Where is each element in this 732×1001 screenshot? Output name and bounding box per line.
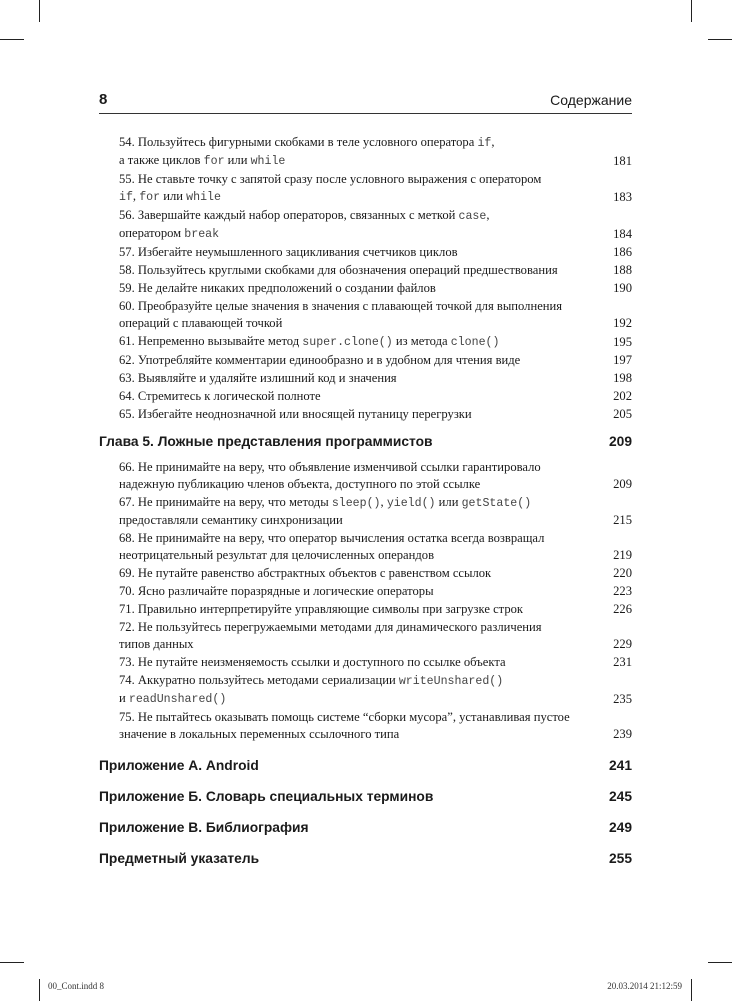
entry-text: 54. Пользуйтесь фигурными скобками в теле условного оператора — [119, 135, 478, 149]
toc-entry-title — [99, 388, 632, 405]
toc-entry — [99, 370, 632, 387]
toc-entry — [99, 672, 632, 708]
entry-text: 60. Преобразуйте целые значения в значения с плавающей точкой для выполнения — [119, 299, 563, 313]
entry-text: 75. Не пытайтесь оказывать помощь системе “сборки мусора”, устанавливая пустое — [119, 710, 570, 724]
code-term: yield() — [386, 497, 436, 510]
toc-entry — [99, 619, 632, 653]
code-term: writeUnshared() — [398, 675, 504, 688]
toc-entry-title — [99, 262, 632, 279]
crop-mark — [0, 39, 24, 40]
toc-entry-page: 215 — [613, 513, 632, 527]
toc-entry-page: 229 — [613, 637, 632, 651]
toc-entry-title — [99, 583, 632, 600]
appendix-page: 241 — [608, 758, 632, 773]
toc-section-list — [99, 134, 632, 423]
entry-text: 57. Избегайте неумышленного зацикливания счетчиков циклов — [119, 245, 458, 259]
appendix-b-heading — [99, 788, 632, 806]
entry-text: 66. Не принимайте на веру, что объявление изменчивой ссылки гарантировало — [119, 460, 541, 474]
entry-text: из метода — [392, 334, 451, 348]
index-title: Предметный указатель — [99, 851, 260, 866]
toc-entry — [99, 333, 632, 351]
crop-mark — [39, 979, 40, 1001]
toc-entry-page: 202 — [613, 389, 632, 403]
toc-entry-page: 231 — [613, 655, 632, 669]
toc-entry-title — [99, 333, 632, 351]
entry-text: 63. Выявляйте и удаляйте излишний код и значения — [119, 371, 397, 385]
entry-text: 69. Не путайте равенство абстрактных объектов с равенством ссылок — [119, 566, 492, 580]
appendix-page: 245 — [608, 789, 632, 804]
toc-entry-title — [99, 530, 632, 564]
appendix-a-heading — [99, 757, 632, 775]
appendix-title: Приложение Б. Словарь специальных терминов — [99, 789, 434, 804]
toc-entry-page: 192 — [613, 316, 632, 330]
toc-entry-title — [99, 494, 632, 529]
toc-entry — [99, 352, 632, 369]
entry-text: 56. Завершайте каждый набор операторов, связанных с меткой — [119, 208, 459, 222]
crop-mark — [691, 979, 692, 1001]
slug-file: 00_Cont.indd 8 — [48, 981, 105, 991]
code-term: super.clone() — [302, 336, 393, 349]
toc-entry-title — [99, 654, 632, 671]
code-term: while — [186, 191, 221, 204]
toc-entry-page: 220 — [613, 566, 632, 580]
toc-entry — [99, 207, 632, 243]
appendix-title: Приложение А. Android — [99, 758, 259, 773]
entry-text: 59. Не делайте никаких предположений о создании файлов — [119, 281, 436, 295]
entry-text: значение в локальных переменных ссылочного типа — [119, 727, 400, 741]
toc-entry — [99, 244, 632, 261]
index-page: 255 — [608, 851, 632, 866]
toc-entry-title — [99, 565, 632, 582]
entry-text: , — [491, 135, 495, 149]
entry-text: 64. Стремитесь к логической полноте — [119, 389, 321, 403]
entry-text: , — [132, 189, 140, 203]
appendix-title: Приложение В. Библиография — [99, 820, 309, 835]
toc-entry-title — [99, 672, 632, 708]
toc-entry — [99, 459, 632, 493]
toc-section-list — [99, 459, 632, 743]
code-term: break — [184, 228, 220, 241]
toc-entry — [99, 583, 632, 600]
toc-entry-title — [99, 406, 632, 423]
entry-text: неотрицательный результат для целочисленных операндов — [119, 548, 435, 562]
toc-entry — [99, 709, 632, 743]
toc-entry-title — [99, 709, 632, 743]
crop-mark — [0, 962, 24, 963]
entry-text: и — [119, 691, 129, 705]
toc-entry — [99, 601, 632, 618]
entry-text: 67. Не принимайте на веру, что методы — [119, 495, 332, 509]
toc-entry-title — [99, 280, 632, 297]
toc-entry-title — [99, 298, 632, 332]
toc-entry-page: 226 — [613, 602, 632, 616]
code-term: readUnshared() — [128, 693, 227, 706]
entry-text: 65. Избегайте неоднозначной или вносящей путаницу перегрузки — [119, 407, 472, 421]
toc-entry-page: 190 — [613, 281, 632, 295]
code-term: if — [119, 191, 133, 204]
index-heading — [99, 850, 632, 868]
toc-entry-page: 188 — [613, 263, 632, 277]
code-term: clone() — [450, 336, 500, 349]
toc-entry-title — [99, 619, 632, 653]
toc-entry-page: 223 — [613, 584, 632, 598]
entry-text: операций с плавающей точкой — [119, 316, 283, 330]
running-header — [99, 91, 632, 114]
entry-text: , — [380, 495, 387, 509]
code-term: sleep() — [331, 497, 381, 510]
entry-text: 55. Не ставьте точку с запятой сразу после условного выражения с оператором — [119, 172, 542, 186]
toc-entry-page: 209 — [613, 477, 632, 491]
toc-entry — [99, 388, 632, 405]
toc-entry-title — [99, 244, 632, 261]
entry-text: а также циклов — [119, 153, 204, 167]
code-term: while — [250, 155, 286, 168]
toc-entry — [99, 280, 632, 297]
toc-entry-title — [99, 134, 632, 170]
toc-entry-title — [99, 370, 632, 387]
running-header-title: Содержание — [550, 92, 632, 108]
entry-text: или — [224, 153, 251, 167]
toc-entry-page: 198 — [613, 371, 632, 385]
toc-entry-title — [99, 601, 632, 618]
entry-text: , — [486, 208, 490, 222]
toc-entry-page: 195 — [613, 335, 632, 349]
entry-text: 71. Правильно интерпретируйте управляющие символы при загрузке строк — [119, 602, 524, 616]
entry-text: надежную публикацию членов объекта, доступного по этой ссылке — [119, 477, 481, 491]
toc-entry — [99, 406, 632, 423]
entry-text: 58. Пользуйтесь круглыми скобками для обозначения операций предшествования — [119, 263, 558, 277]
crop-mark — [708, 962, 732, 963]
entry-text: 72. Не пользуйтесь перегружаемыми методами для динамического различения — [119, 620, 542, 634]
toc-entry-page: 186 — [613, 245, 632, 259]
entry-text: оператором — [119, 226, 185, 240]
table-of-contents — [99, 134, 632, 868]
chapter-title: Глава 5. Ложные представления программистов — [99, 434, 433, 449]
entry-text: или — [160, 189, 187, 203]
toc-entry-page: 181 — [613, 154, 632, 168]
toc-entry-page: 219 — [613, 548, 632, 562]
toc-entry — [99, 171, 632, 206]
chapter-heading — [99, 433, 632, 451]
toc-entry-page: 235 — [613, 692, 632, 706]
entry-text: 73. Не путайте неизменяемость ссылки и доступного по ссылке объекта — [119, 655, 506, 669]
code-term: if — [477, 137, 492, 150]
entry-text: 68. Не принимайте на веру, что оператор вычисления остатка всегда возвращал — [119, 531, 545, 545]
entry-text: типов данных — [119, 637, 194, 651]
toc-entry-title — [99, 459, 632, 493]
entry-text: предоставляли семантику синхронизации — [119, 513, 343, 527]
slug-datetime: 20.03.2014 21:12:59 — [607, 981, 682, 991]
crop-mark — [39, 0, 40, 22]
toc-entry-page: 239 — [613, 727, 632, 741]
entry-text: или — [435, 495, 462, 509]
toc-entry-page: 184 — [613, 227, 632, 241]
appendix-c-heading — [99, 819, 632, 837]
code-term: case — [458, 210, 487, 223]
appendix-page: 249 — [608, 820, 632, 835]
entry-text: 61. Непременно вызывайте метод — [119, 334, 303, 348]
toc-entry — [99, 262, 632, 279]
toc-entry — [99, 494, 632, 529]
entry-text: 74. Аккуратно пользуйтесь методами сериализации — [119, 673, 399, 687]
code-term: for — [139, 191, 161, 204]
toc-entry-title — [99, 171, 632, 206]
toc-entry — [99, 565, 632, 582]
crop-mark — [708, 39, 732, 40]
crop-mark — [691, 0, 692, 22]
toc-entry-title — [99, 352, 632, 369]
toc-entry — [99, 298, 632, 332]
code-term: getState() — [461, 497, 532, 510]
toc-entry — [99, 654, 632, 671]
toc-entry — [99, 530, 632, 564]
toc-entry-page: 197 — [613, 353, 632, 367]
toc-entry-page: 183 — [613, 190, 632, 204]
toc-entry — [99, 134, 632, 170]
entry-text: 70. Ясно различайте поразрядные и логические операторы — [119, 584, 434, 598]
chapter-page: 209 — [608, 434, 632, 449]
entry-text: 62. Употребляйте комментарии единообразно и в удобном для чтения виде — [119, 353, 521, 367]
page-number: 8 — [99, 91, 108, 108]
toc-entry-title — [99, 207, 632, 243]
code-term: for — [203, 155, 225, 168]
toc-entry-page: 205 — [613, 407, 632, 421]
